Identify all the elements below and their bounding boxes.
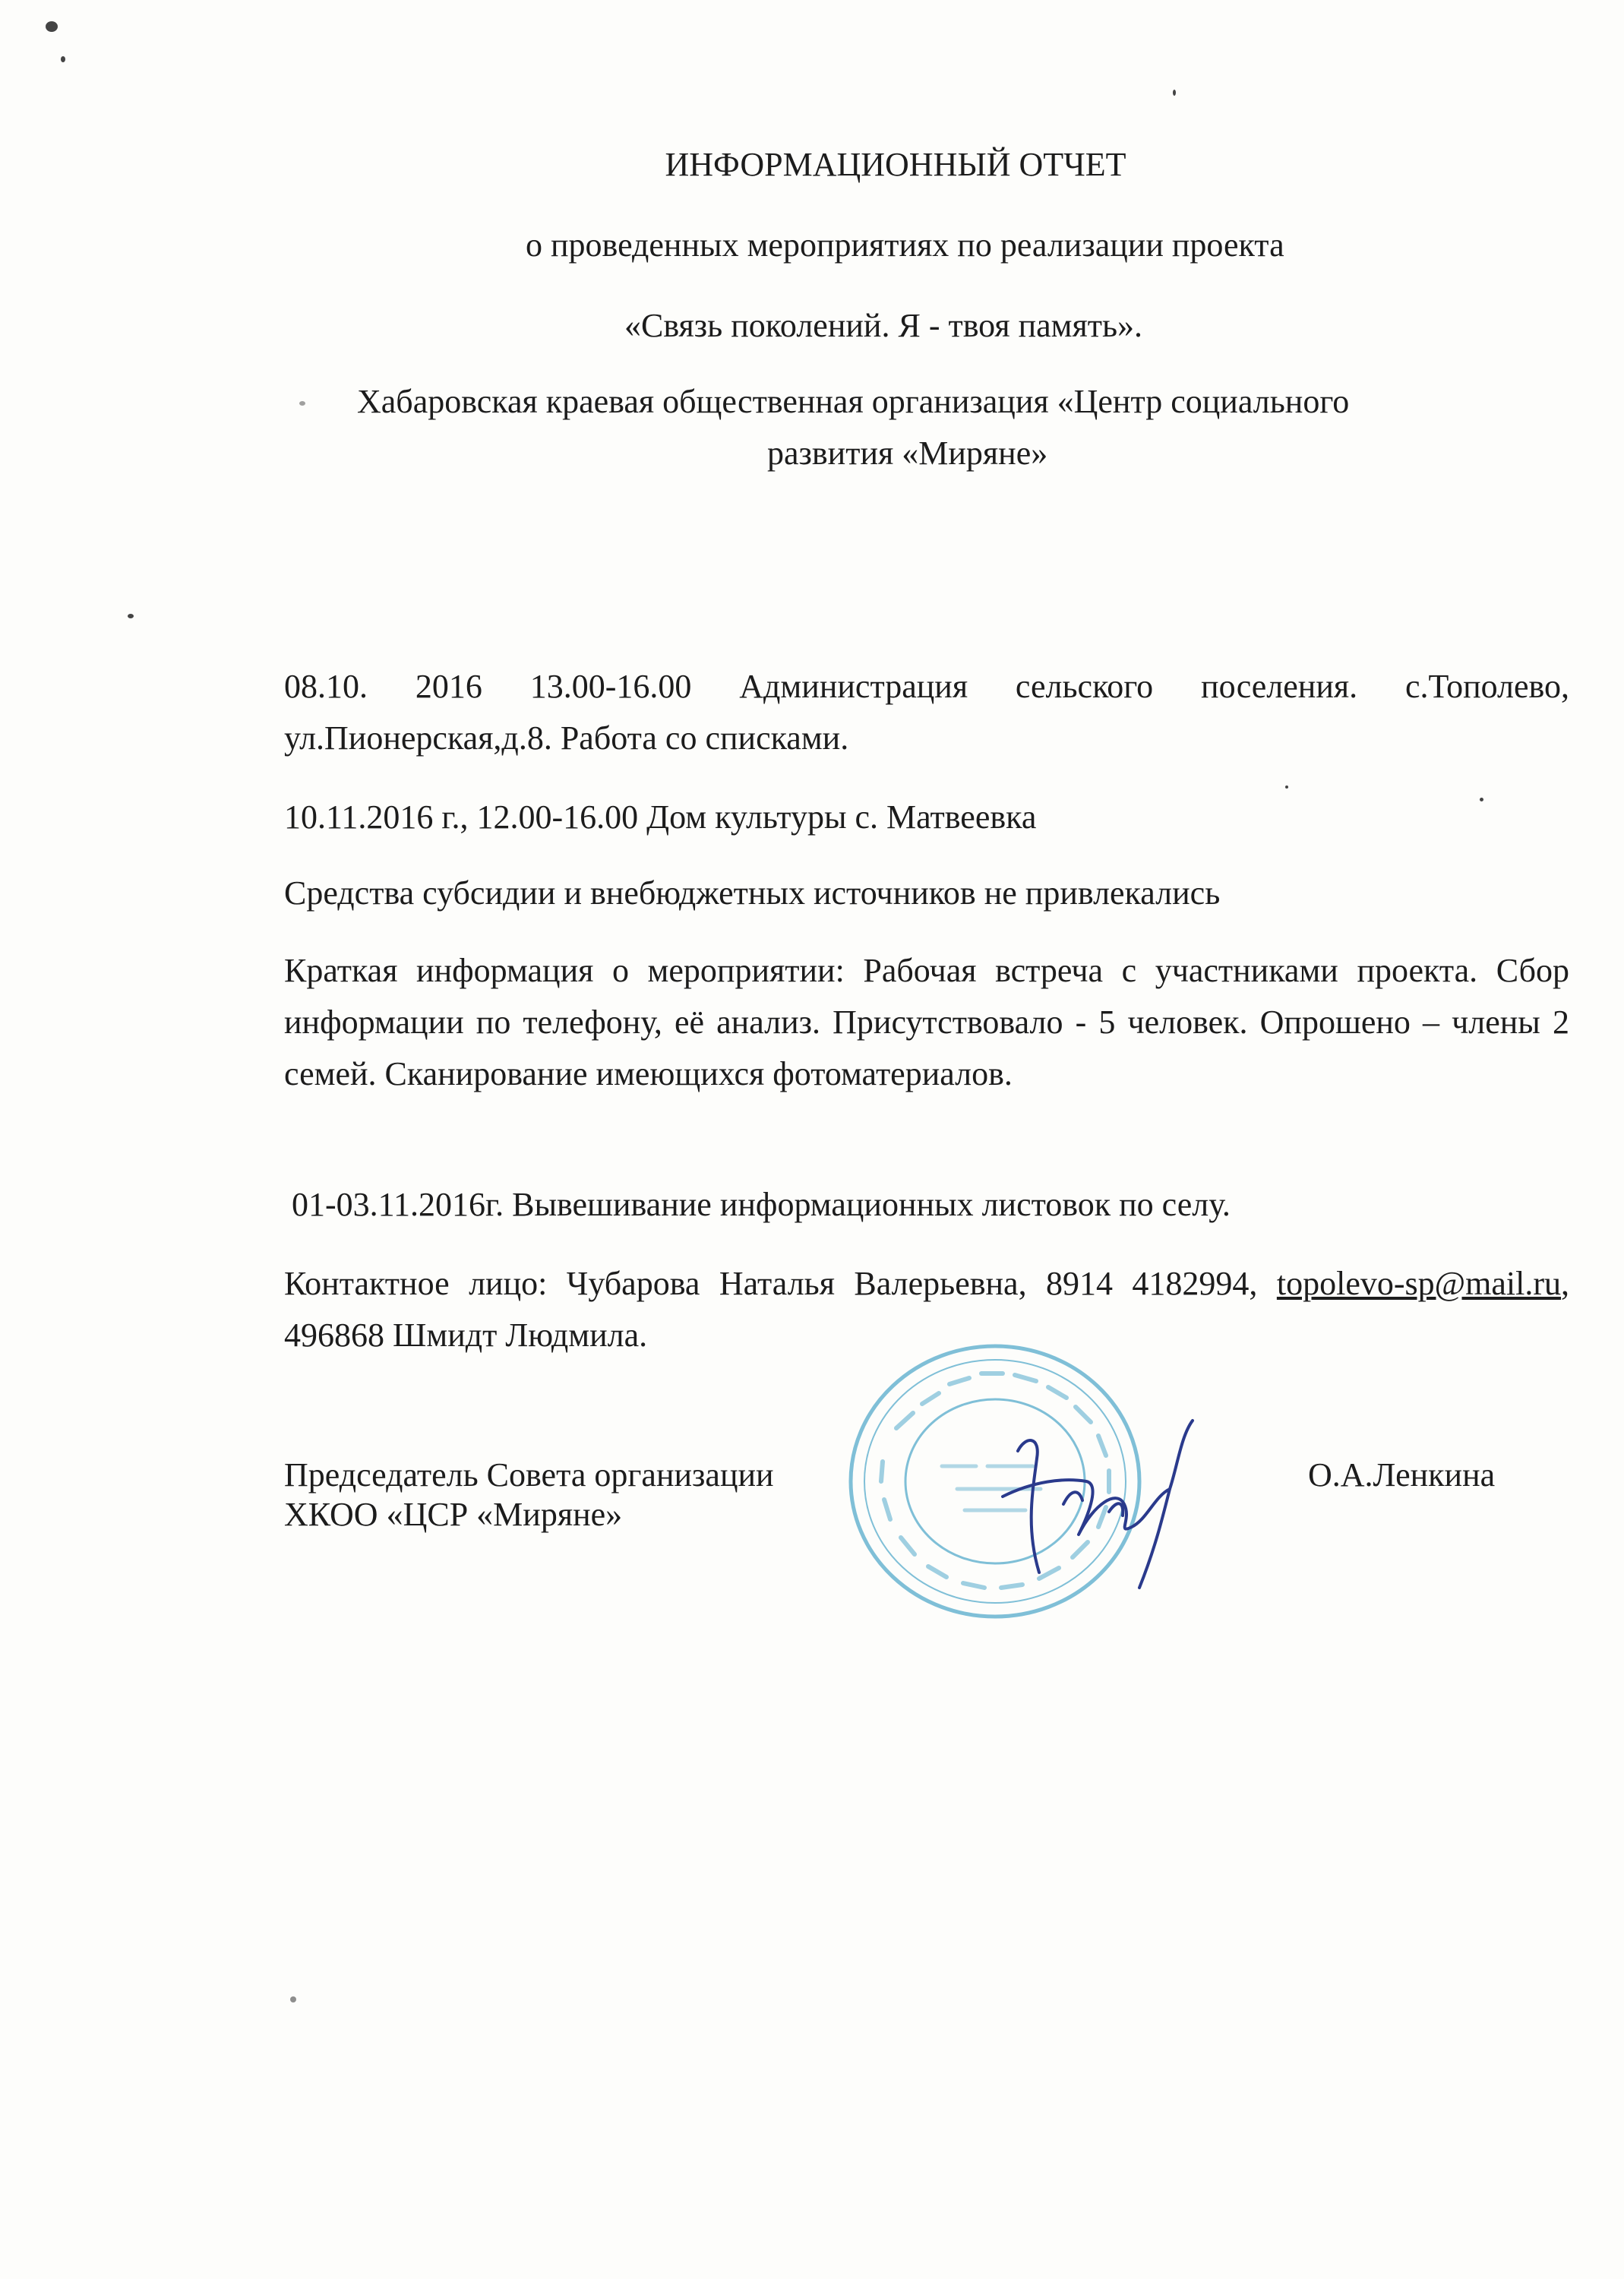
signer-position-line2: ХКОО «ЦСР «Миряне» xyxy=(284,1496,623,1533)
signer-name: О.А.Ленкина xyxy=(1308,1456,1496,1494)
organization-line1: Хабаровская краевая общественная организация «Центр социального xyxy=(357,383,1350,420)
signer-position-line1: Председатель Совета организации xyxy=(284,1456,774,1494)
brief-info-paragraph: Краткая информация о мероприятии: Рабочая встреча с участниками проекта. Сбор информации по телефону, её анализ. Присутствовало - 5 человек. Опрошено – члены 2 семей. Сканирование имеющихся фотоматериалов. xyxy=(284,952,1569,1092)
contact-prefix: Контактное лицо: Чубарова Наталья Валерьевна, 8914 4182994, xyxy=(284,1265,1258,1302)
scan-speck xyxy=(1173,90,1176,96)
leaflets-paragraph: 01-03.11.2016г. Вывешивание информационных листовок по селу. xyxy=(292,1186,1231,1223)
scan-speck xyxy=(128,614,134,618)
scan-speck xyxy=(1285,785,1288,789)
event-2-paragraph: 10.11.2016 г., 12.00-16.00 Дом культуры с. Матвеевка xyxy=(284,798,1037,836)
contact-suffix: , 496868 Шмидт Людмила. xyxy=(284,1265,1570,1354)
scan-speck xyxy=(61,56,65,62)
report-title: ИНФОРМАЦИОННЫЙ ОТЧЕТ xyxy=(665,146,1126,183)
event-1-paragraph: 08.10. 2016 13.00-16.00 Администрация сельского поселения. с.Тополево, ул.Пионерская,д.8. Работа со списками. xyxy=(284,668,1569,757)
scan-speck xyxy=(1480,798,1483,801)
report-subtitle-line1: о проведенных мероприятиях по реализации проекта xyxy=(526,226,1284,264)
scan-speck xyxy=(299,401,305,406)
signer-position xyxy=(284,1456,774,1535)
report-subtitle-line2: «Связь поколений. Я - твоя память». xyxy=(624,307,1143,344)
handwritten-signature xyxy=(972,1405,1215,1603)
organization-line2: развития «Миряне» xyxy=(767,435,1048,472)
funds-note-paragraph: Средства субсидии и внебюджетных источников не привлекались xyxy=(284,874,1221,912)
scan-speck xyxy=(290,1996,296,2002)
scan-speck xyxy=(46,21,58,32)
contact-email-link[interactable]: topolevo-sp@mail.ru xyxy=(1276,1265,1562,1302)
